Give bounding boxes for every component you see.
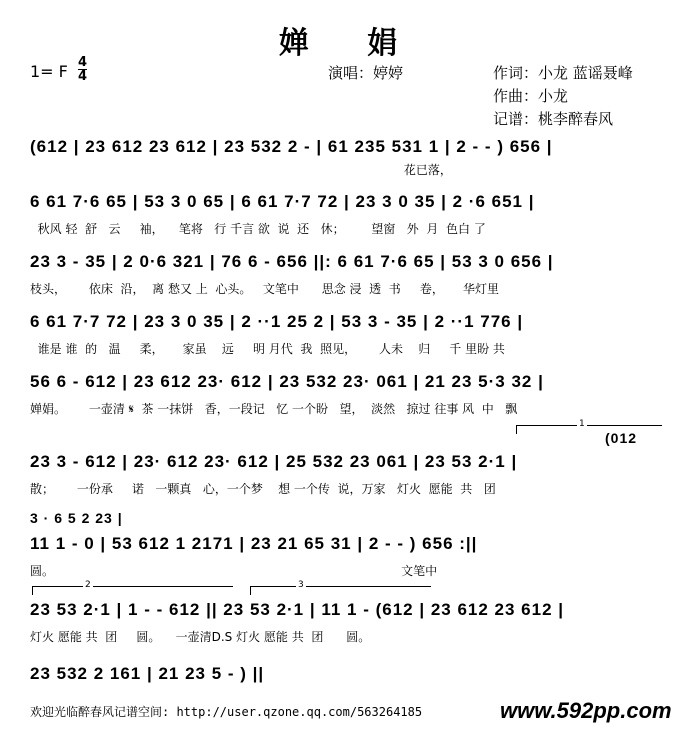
lyrics: 散； 一份承 诺 一颗真 心，一个梦 想 一个传 说，万家 灯火 愿能 共 团 xyxy=(30,482,496,496)
song-title: 婵 娟 xyxy=(278,26,422,61)
notes: 23 532 2 161 | 21 23 5 - ) || xyxy=(30,664,265,683)
credits xyxy=(493,62,633,131)
volta-number: 3 xyxy=(298,580,304,590)
lyrics: 枝头， 依床 沿， 离 愁又 上 心头。 文笔中 思念 浸 透 书 卷， 华灯里 xyxy=(30,282,499,296)
notes: 23 3 - 612 | 23· 612 23· 612 | 25 532 23 061 | 23 53 2·1 | xyxy=(30,452,518,471)
lyrics: 灯火 愿能 共 团 圆。 一壶清D.S 灯火 愿能 共 团 圆。 xyxy=(30,630,371,644)
time-signature-bottom: 4 xyxy=(78,69,88,84)
notes: 23 53 2·1 | 1 - - 612 || 23 53 2·1 | 11 1 - (612 | 23 612 23 612 | xyxy=(30,600,565,619)
time-signature xyxy=(78,56,87,83)
volta-2 xyxy=(32,580,233,595)
notes: (612 | 23 612 23 612 | 23 532 2 - | 61 235 531 1 | 2 - - ) 656 | xyxy=(30,137,553,156)
lyrics: 花已落， xyxy=(30,163,452,177)
volta-number: 2 xyxy=(85,580,91,590)
notes: 56 6 - 612 | 23 612 23· 612 | 23 532 23· 061 | 21 23 5·3 32 | xyxy=(30,372,544,391)
notes: 6 61 7·6 65 | 53 3 0 65 | 6 61 7·7 72 | 23 3 0 35 | 2 ·6 651 | xyxy=(30,192,535,211)
singer: 演唱：婷婷 xyxy=(328,64,404,82)
brand-watermark: www.592pp.com xyxy=(500,698,672,723)
composer: 作曲：小龙 xyxy=(493,87,569,105)
lyrics: 秋风 轻 舒 云 袖， 笔将 行 千言 欲 说 还 休； 望窗 外 月 色白 了 xyxy=(30,222,486,236)
pickup-notes: (012 xyxy=(605,430,638,446)
footer-text: 欢迎光临醉春风记谱空间: http://user.qzone.qq.com/563264185 xyxy=(30,705,423,719)
volta-1 xyxy=(516,419,662,434)
lyrics: 谁是 谁 的 温 柔， 家虽 远 明 月代 我 照见， 人未 归 千 里盼 共 xyxy=(30,342,505,356)
transcriber: 记谱：桃李醉春风 xyxy=(493,110,614,128)
notes: 11 1 - 0 | 53 612 1 2171 | 23 21 65 31 | 2 - - ) 656 :|| xyxy=(30,534,478,553)
notes: 23 3 - 35 | 2 0·6 321 | 76 6 - 656 ||: 6 61 7·6 65 | 53 3 0 656 | xyxy=(30,252,554,271)
lyrics: 圆。 文笔中 xyxy=(30,564,438,578)
time-signature-top: 4 xyxy=(78,55,88,70)
lyricist: 作词：小龙 蓝谣聂峰 xyxy=(493,64,633,82)
key-signature: 1= F xyxy=(30,62,68,81)
volta-number: 1 xyxy=(579,419,585,429)
alt-notes-line: 3 · 6 5 2 23 | xyxy=(30,510,123,526)
volta-3 xyxy=(250,580,431,595)
lyrics: 婵娟。 一壶清 𝄋 茶 一抹饼 香，一段记 忆 一个盼 望， 淡然 掠过 往事 风 中 飘 xyxy=(30,402,518,416)
notes: 6 61 7·7 72 | 23 3 0 35 | 2 ··1 25 2 | 53 3 - 35 | 2 ··1 776 | xyxy=(30,312,524,331)
